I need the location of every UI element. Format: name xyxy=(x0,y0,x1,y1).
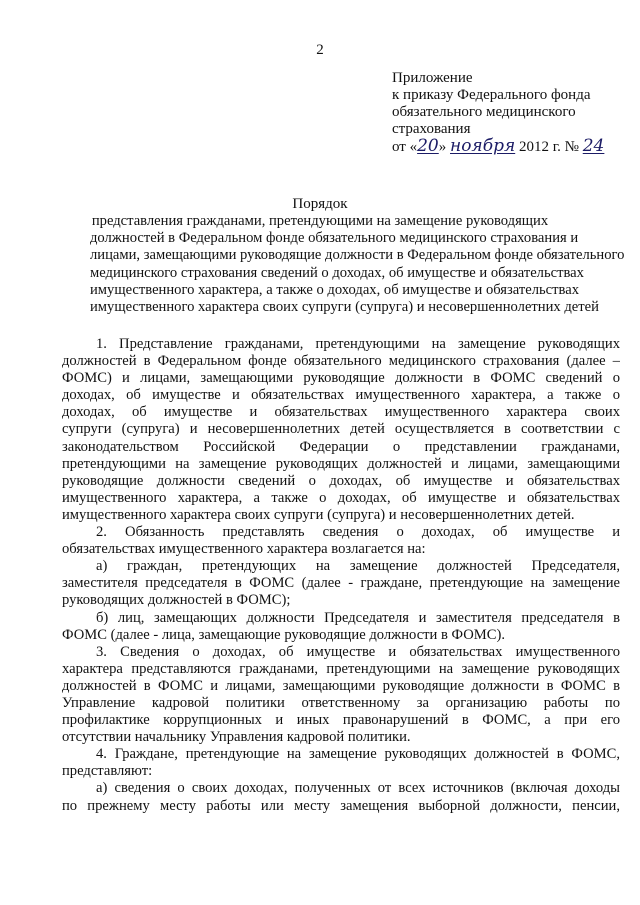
body-line: Управление кадровой политики ответственному за организацию работы по xyxy=(62,694,620,711)
handwritten-order-number: 24 xyxy=(582,136,605,156)
body-line: отсутствии начальнику Управления кадровой политики. xyxy=(62,729,411,746)
subtitle-line: имущественного характера, а также о доходах, об имуществе и обязательствах xyxy=(90,281,579,298)
body-line: 1. Представление гражданами, претендующими на замещение руководящих xyxy=(96,336,620,352)
order-date-line xyxy=(392,138,632,156)
body-line: законодательством Российской Федерации о представлении гражданами, xyxy=(62,438,620,455)
document-body xyxy=(62,336,620,815)
body-line: б) лиц, замещающих должности Председателя и заместителя председателя в xyxy=(96,609,620,626)
body-line: а) граждан, претендующих на замещение должностей Председателя, xyxy=(96,558,620,575)
appendix-line: Приложение xyxy=(392,70,473,86)
appendix-line: к приказу Федерального фонда xyxy=(392,87,591,103)
body-line: представляют: xyxy=(62,763,153,780)
body-line: должностей в ФОМС и лицами, замещающими руководящие должности в ФОМС в xyxy=(62,677,620,694)
body-line: доходах, об имуществе и обязательствах имущественного характера своих xyxy=(62,404,620,421)
subtitle-line: представления гражданами, претендующими на замещение руководящих xyxy=(91,213,549,229)
handwritten-day: 20 xyxy=(417,136,439,156)
body-line: ФОМС) и лицами, замещающими руководящие должности в ФОМС сведений о xyxy=(62,370,620,387)
subtitle-line: медицинского страхования сведений о доходах, об имуществе и обязательствах xyxy=(90,264,584,281)
subtitle-line: имущественного характера своих супруги (супруга) и несовершеннолетних детей xyxy=(90,299,599,316)
page-number: 2 xyxy=(316,42,324,58)
subtitle-line: должностей в Федеральном фонде обязательного медицинского страхования и xyxy=(90,230,579,247)
body-line: имущественного характера своих супруги (супруга) и несовершеннолетних детей. xyxy=(62,506,575,523)
body-line: претендующими на замещение руководящих должностей и лицами, замещающими xyxy=(62,455,620,472)
appendix-block xyxy=(392,70,632,156)
body-line: имущественного характера, а также о доходах, об имуществе и обязательствах xyxy=(62,489,620,506)
subtitle-line: лицами, замещающими руководящие должности в Федеральном фонде обязательного xyxy=(90,247,625,264)
handwritten-month: ноября xyxy=(450,136,516,156)
body-line: 4. Граждане, претендующие на замещение руководящих должностей в ФОМС, xyxy=(96,746,620,763)
body-line: 3. Сведения о доходах, об имуществе и обязательствах имущественного xyxy=(96,643,620,660)
body-line: обязательствах имущественного характера возлагается на: xyxy=(62,541,426,558)
body-line: должностей в Федеральном фонде обязательного медицинского страхования (далее – xyxy=(62,353,620,370)
body-line: доходах, об имуществе и обязательствах имущественного характера, а также о xyxy=(62,387,620,404)
body-line: руководящие должности сведений о доходах, об имуществе и обязательствах xyxy=(62,472,620,489)
appendix-line: обязательного медицинского xyxy=(392,104,576,120)
body-line: профилактике коррупционных и иных правонарушений в ФОМС, а при его xyxy=(62,712,620,729)
body-line: ФОМС (далее - лица, замещающие руководящие должности в ФОМС). xyxy=(62,626,506,643)
body-line: по прежнему месту работы или месту замещения выборной должности, пенсии, xyxy=(62,797,620,814)
body-line: 2. Обязанность представлять сведения о доходах, об имуществе и xyxy=(96,524,620,541)
document-subtitle xyxy=(90,213,625,316)
date-prefix: от « xyxy=(392,139,418,155)
appendix-line: страхования xyxy=(392,121,471,137)
body-line: супруги (супруга) и несовершеннолетних детей осуществляется в соответствии с xyxy=(62,421,620,438)
body-line: заместителя председателя в ФОМС (далее - граждане, претендующие на замещение xyxy=(62,575,620,592)
date-mid: » xyxy=(438,139,447,155)
body-line: характера представляются гражданами, претендующими на замещение руководящих xyxy=(62,660,620,677)
body-line: руководящих должностей в ФОМС); xyxy=(62,592,291,609)
body-line: а) сведения о своих доходах, полученных от всех источников (включая доходы xyxy=(96,780,620,797)
date-year: 2012 г. № xyxy=(518,139,579,155)
document-title: Порядок xyxy=(292,196,348,212)
